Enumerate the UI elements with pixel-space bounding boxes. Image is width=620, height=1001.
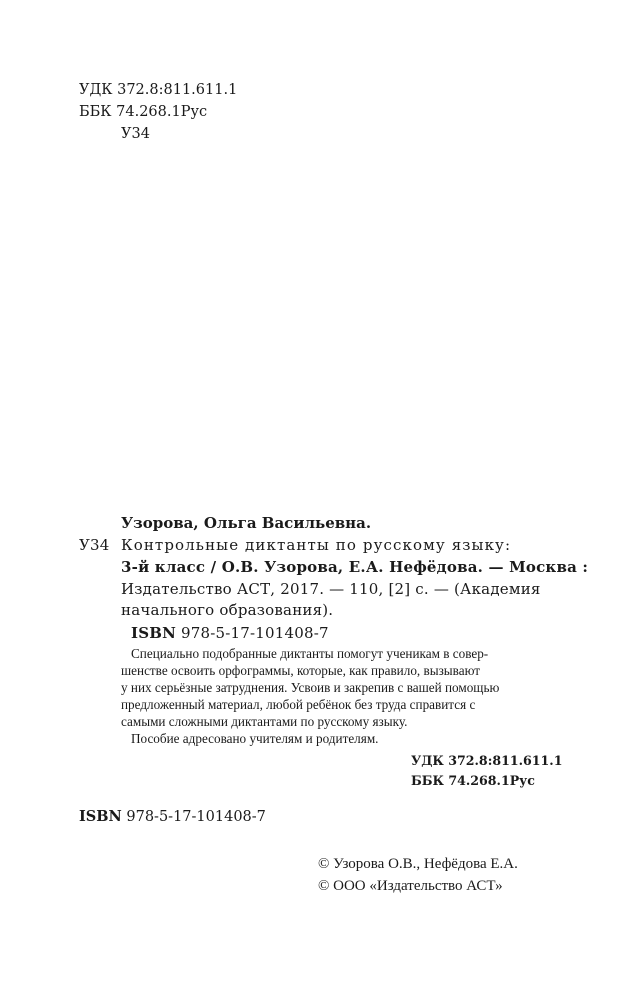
isbn-label: ISBN [79, 808, 122, 825]
copyright-publisher: © ООО «Издательство АСТ» [318, 878, 503, 894]
top-author-mark: У34 [121, 126, 150, 142]
annotation-line-1: Специально подобранные диктанты помогут ученикам в совер- [131, 646, 489, 661]
annotation-line-4: предложенный материал, любой ребёнок без труда справится с [121, 697, 476, 712]
card-author-mark: У34 [79, 536, 110, 554]
card-isbn [131, 624, 329, 642]
card-isbn-label: ISBN [131, 624, 177, 642]
isbn-line [79, 806, 266, 828]
title-line-1: Контрольные диктанты по русскому языку: [121, 536, 512, 554]
isbn-number: 978-5-17-101408-7 [126, 809, 266, 825]
annotation-audience: Пособие адресовано учителям и родителям. [131, 731, 379, 746]
annotation-line-2: шенстве освоить орфограммы, которые, как правило, вызывают [121, 663, 481, 678]
copyright-authors: © Узорова О.В., Нефёдова Е.А. [318, 856, 518, 872]
title-line-3: Издательство АСТ, 2017. — 110, [2] с. — (Академия [121, 580, 541, 598]
annotation-line-3: у них серьёзные затруднения. Усвоив и закрепив с вашей помощью [121, 680, 500, 695]
bottom-udk-code: УДК 372.8:811.611.1 [411, 753, 563, 768]
top-bbk-code: ББК 74.268.1Рус [79, 104, 208, 120]
author-heading: Узорова, Ольга Васильевна. [121, 514, 372, 532]
annotation-line-5: самыми сложными диктантами по русскому языку. [121, 714, 408, 729]
title-line-4: начального образования). [121, 601, 334, 619]
card-isbn-number: 978-5-17-101408-7 [181, 624, 329, 642]
bottom-bbk-code: ББК 74.268.1Рус [411, 773, 535, 788]
top-udk-code: УДК 372.8:811.611.1 [79, 82, 238, 98]
title-line-2: 3-й класс / О.В. Узорова, Е.А. Нефёдова. — Москва : [121, 558, 589, 576]
